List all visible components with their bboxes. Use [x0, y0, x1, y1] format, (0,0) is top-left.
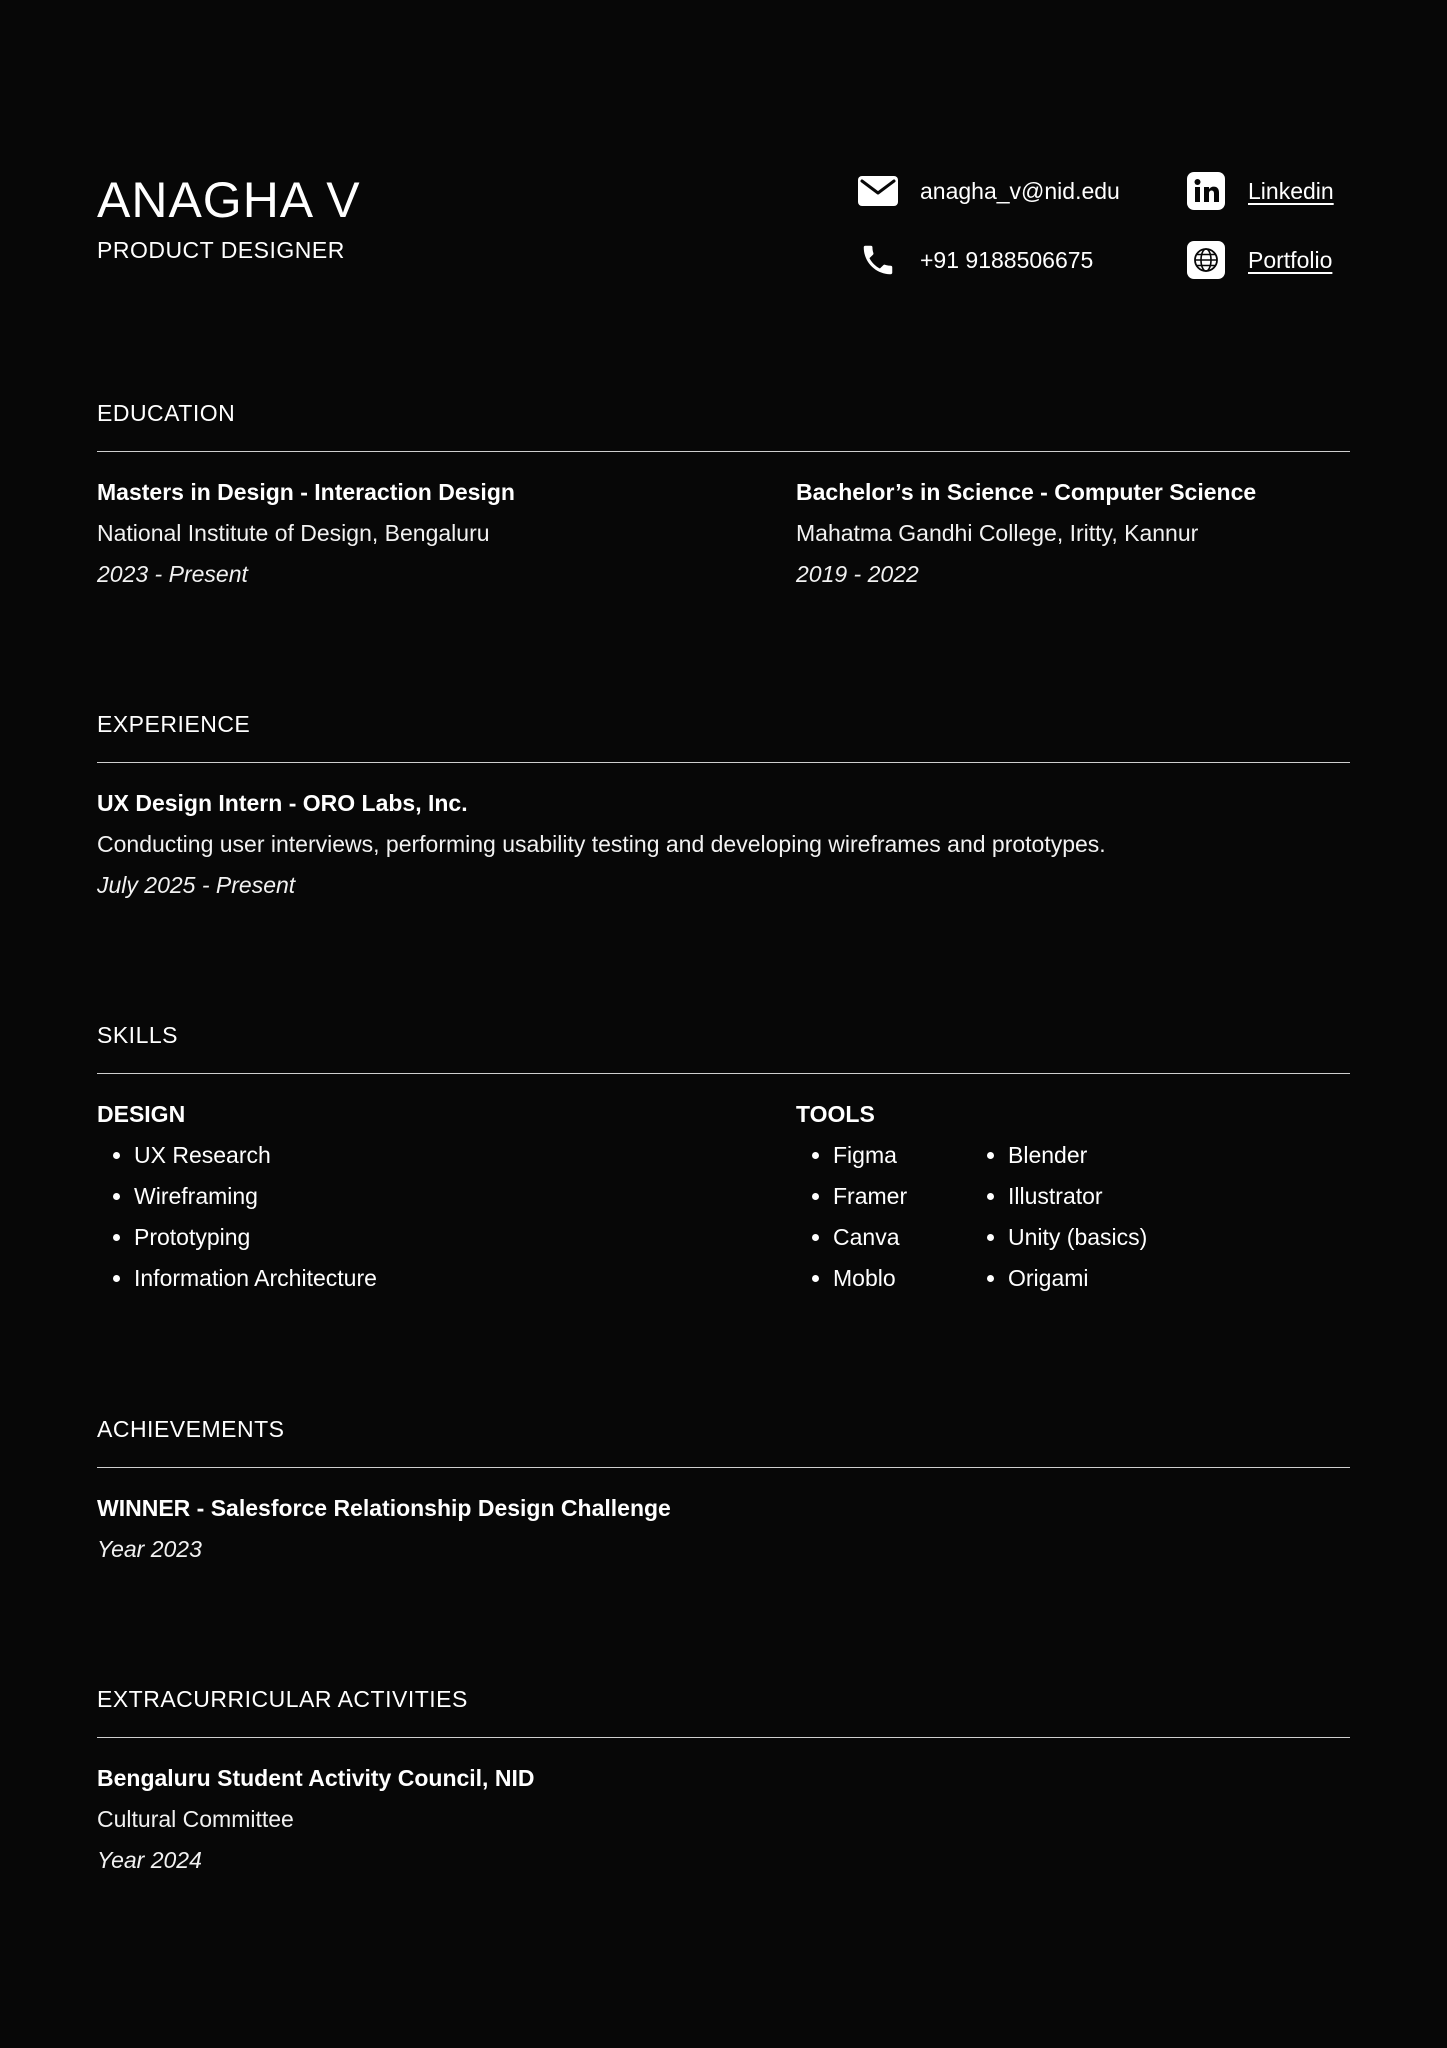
section-title: ACHIEVEMENTS [97, 1416, 285, 1442]
linkedin-link[interactable]: Linkedin [1248, 178, 1334, 204]
design-skills [97, 1094, 796, 1299]
email-contact[interactable] [858, 171, 1120, 211]
extracurricular-section [97, 1684, 1350, 1881]
education-period: 2023 - Present [97, 561, 248, 587]
section-divider [97, 1467, 1350, 1468]
list-item: • Illustrator [1008, 1176, 1147, 1217]
portfolio-contact[interactable] [1186, 240, 1332, 280]
section-divider [97, 1737, 1350, 1738]
mail-icon [858, 171, 898, 211]
experience-role: UX Design Intern - ORO Labs, Inc. [97, 790, 468, 816]
section-divider [97, 451, 1350, 452]
list-item: • Unity (basics) [1008, 1217, 1147, 1258]
linkedin-contact[interactable] [1186, 171, 1334, 211]
skills-heading: TOOLS [796, 1101, 875, 1127]
list-item: • Framer [833, 1176, 971, 1217]
resume-page [97, 0, 1350, 2048]
skills-heading: DESIGN [97, 1101, 186, 1127]
tools-skills [796, 1094, 1350, 1299]
list-item: • Blender [1008, 1135, 1147, 1176]
design-skills-list [97, 1135, 796, 1299]
institution-name: Mahatma Gandhi College, Iritty, Kannur [796, 520, 1199, 546]
section-title: EXTRACURRICULAR ACTIVITIES [97, 1686, 468, 1712]
activity-organization: Bengaluru Student Activity Council, NID [97, 1765, 535, 1791]
linkedin-icon [1186, 171, 1226, 211]
education-period: 2019 - 2022 [796, 561, 919, 587]
section-title: EXPERIENCE [97, 711, 251, 737]
list-item: • Figma [833, 1135, 971, 1176]
achievement-year: Year 2023 [97, 1536, 202, 1562]
experience-section [97, 709, 1350, 906]
institution-name: National Institute of Design, Bengaluru [97, 520, 490, 546]
candidate-role: PRODUCT DESIGNER [97, 237, 345, 263]
degree-title: Masters in Design - Interaction Design [97, 479, 515, 505]
education-item [97, 472, 796, 595]
email-text[interactable]: anagha_v@nid.edu [920, 178, 1120, 204]
tools-list-column-1 [796, 1135, 971, 1299]
education-item [796, 472, 1350, 595]
globe-icon [1186, 240, 1226, 280]
section-divider [97, 762, 1350, 763]
skills-section [97, 1020, 1350, 1299]
phone-icon [858, 240, 898, 280]
section-title: SKILLS [97, 1022, 178, 1048]
phone-contact[interactable] [858, 240, 1093, 280]
list-item: • UX Research [134, 1135, 796, 1176]
degree-title: Bachelor’s in Science - Computer Science [796, 479, 1257, 505]
list-item: • Wireframing [134, 1176, 796, 1217]
achievements-section [97, 1414, 1350, 1570]
experience-description: Conducting user interviews, performing usability testing and developing wireframes and prototypes. [97, 831, 1106, 857]
list-item: • Moblo [833, 1258, 971, 1299]
experience-period: July 2025 - Present [97, 872, 296, 898]
list-item: • Prototyping [134, 1217, 796, 1258]
phone-text[interactable]: +91 9188506675 [920, 247, 1094, 273]
section-title: EDUCATION [97, 400, 236, 426]
education-section [97, 398, 1350, 595]
list-item: • Information Architecture [134, 1258, 796, 1299]
tools-list-column-2 [971, 1135, 1147, 1299]
achievement-title: WINNER - Salesforce Relationship Design Challenge [97, 1495, 671, 1521]
list-item: • Canva [833, 1217, 971, 1258]
section-divider [97, 1073, 1350, 1074]
list-item: • Origami [1008, 1258, 1147, 1299]
activity-role: Cultural Committee [97, 1806, 294, 1832]
portfolio-link[interactable]: Portfolio [1248, 247, 1333, 273]
activity-year: Year 2024 [97, 1847, 202, 1873]
candidate-name: ANAGHA V [97, 172, 361, 228]
